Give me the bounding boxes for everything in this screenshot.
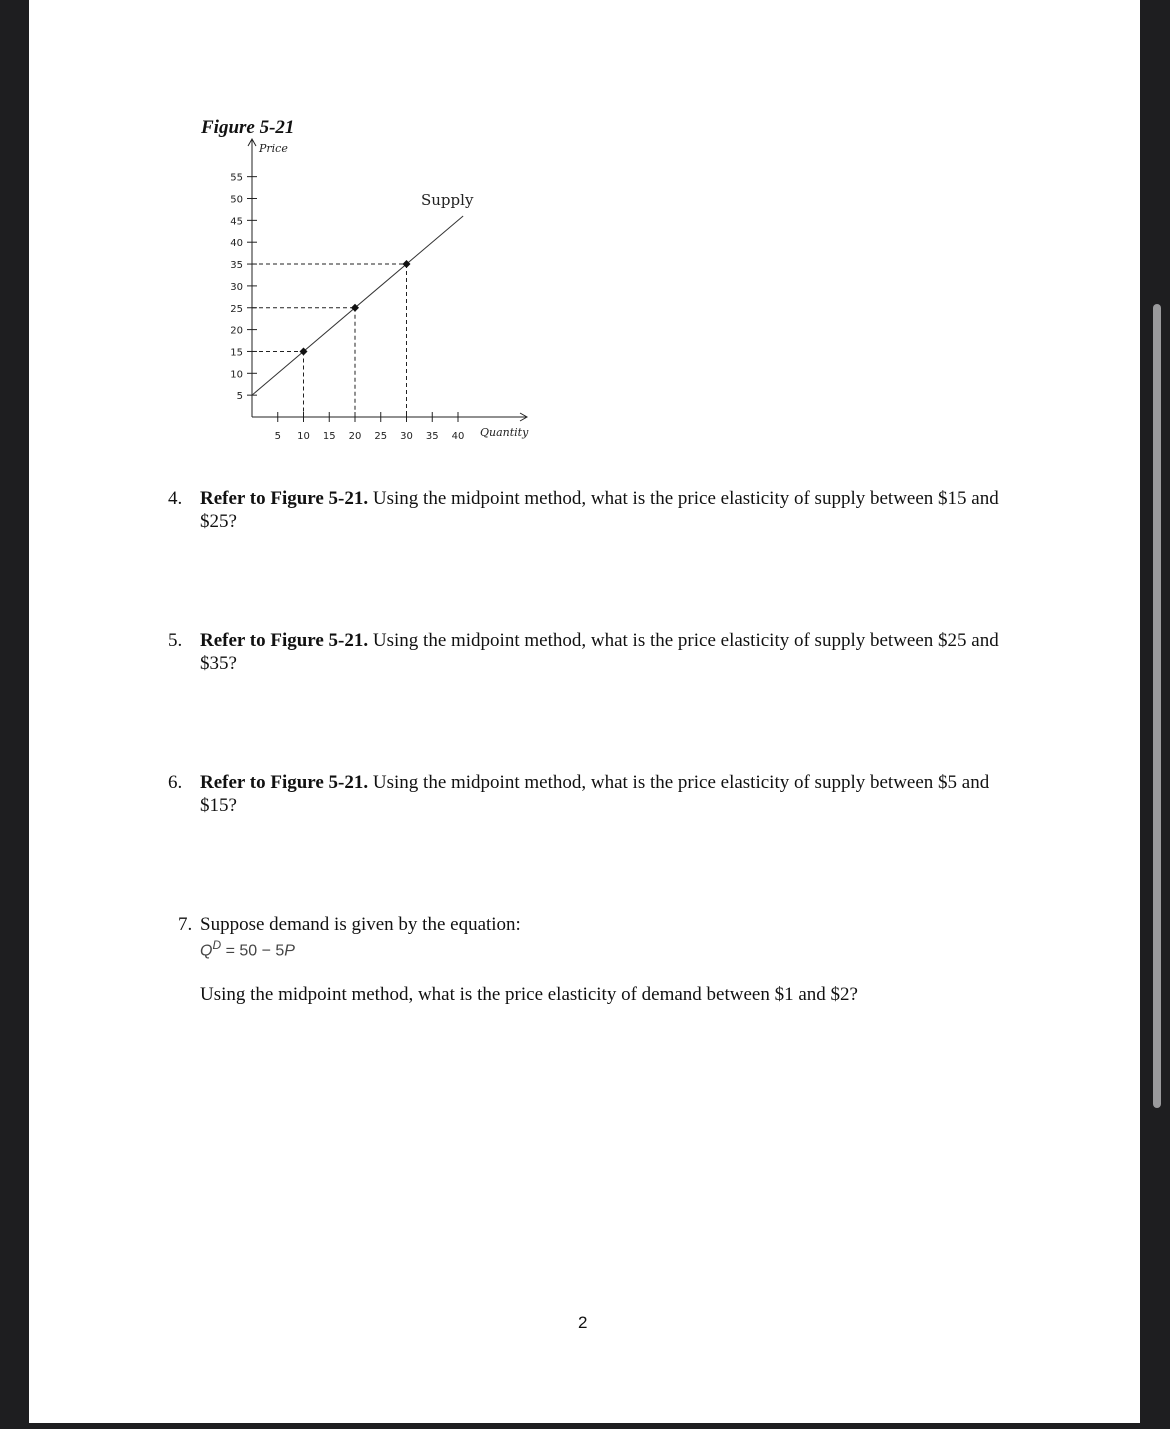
x-tick-label: 20 (348, 431, 362, 442)
question-number: 5. (168, 630, 183, 651)
question-lead: Refer to Figure 5-21. (200, 630, 369, 651)
y-tick-label: 30 (230, 281, 243, 293)
question-5 (168, 629, 1008, 675)
page-number: 2 (578, 1313, 588, 1332)
y-tick-label: 20 (230, 325, 243, 337)
question-7 (178, 913, 1018, 936)
y-tick-label: 50 (230, 194, 243, 206)
question-text: Using the midpoint method, what is the price elasticity of supply between $5 and $15? (200, 772, 990, 816)
y-axis-label: Price (259, 142, 288, 155)
y-tick-label: 40 (230, 238, 243, 250)
equation-q: Q (200, 942, 213, 960)
x-tick-label: 40 (451, 431, 465, 442)
y-tick-label: 10 (230, 369, 243, 381)
equation-rest: = 50 − 5 (221, 942, 285, 960)
x-axis-label: Quantity (480, 426, 529, 439)
question-text: Using the midpoint method, what is the price elasticity of supply between $15 and $25? (200, 488, 999, 532)
y-tick-label: 15 (230, 347, 243, 359)
supply-label: Supply (421, 191, 474, 209)
y-tick-label: 35 (230, 260, 243, 272)
question-lead: Refer to Figure 5-21. (200, 772, 369, 793)
question-number: 4. (168, 488, 183, 509)
x-tick-label: 35 (425, 431, 439, 442)
x-tick-label: 30 (400, 431, 413, 442)
y-tick-label: 55 (230, 172, 243, 184)
question-7-follow-up: Using the midpoint method, what is the price elasticity of demand between $1 and $2? (200, 984, 858, 1005)
y-tick-label: 25 (230, 303, 243, 315)
question-lead: Refer to Figure 5-21. (200, 488, 369, 509)
figure-title: Figure 5-21 (201, 117, 295, 138)
question-number: 7. (178, 914, 193, 935)
x-tick-label: 5 (274, 431, 281, 442)
question-4 (168, 487, 1008, 533)
question-6 (168, 771, 1008, 817)
equation-superscript: D (212, 938, 222, 952)
y-tick-label: 45 (230, 216, 243, 228)
supply-curve (252, 216, 463, 395)
x-tick-label: 25 (374, 431, 388, 442)
question-number: 6. (168, 772, 183, 793)
x-tick-label: 15 (322, 431, 336, 442)
question-text: Suppose demand is given by the equation: (200, 914, 521, 935)
supply-chart (0, 0, 1170, 460)
chart-root (230, 139, 529, 442)
equation-p: P (284, 942, 295, 960)
question-text: Using the midpoint method, what is the price elasticity of supply between $25 and $35? (200, 630, 999, 674)
x-tick-label: 10 (297, 431, 310, 442)
y-tick-label: 5 (236, 391, 243, 403)
demand-equation (200, 938, 295, 960)
